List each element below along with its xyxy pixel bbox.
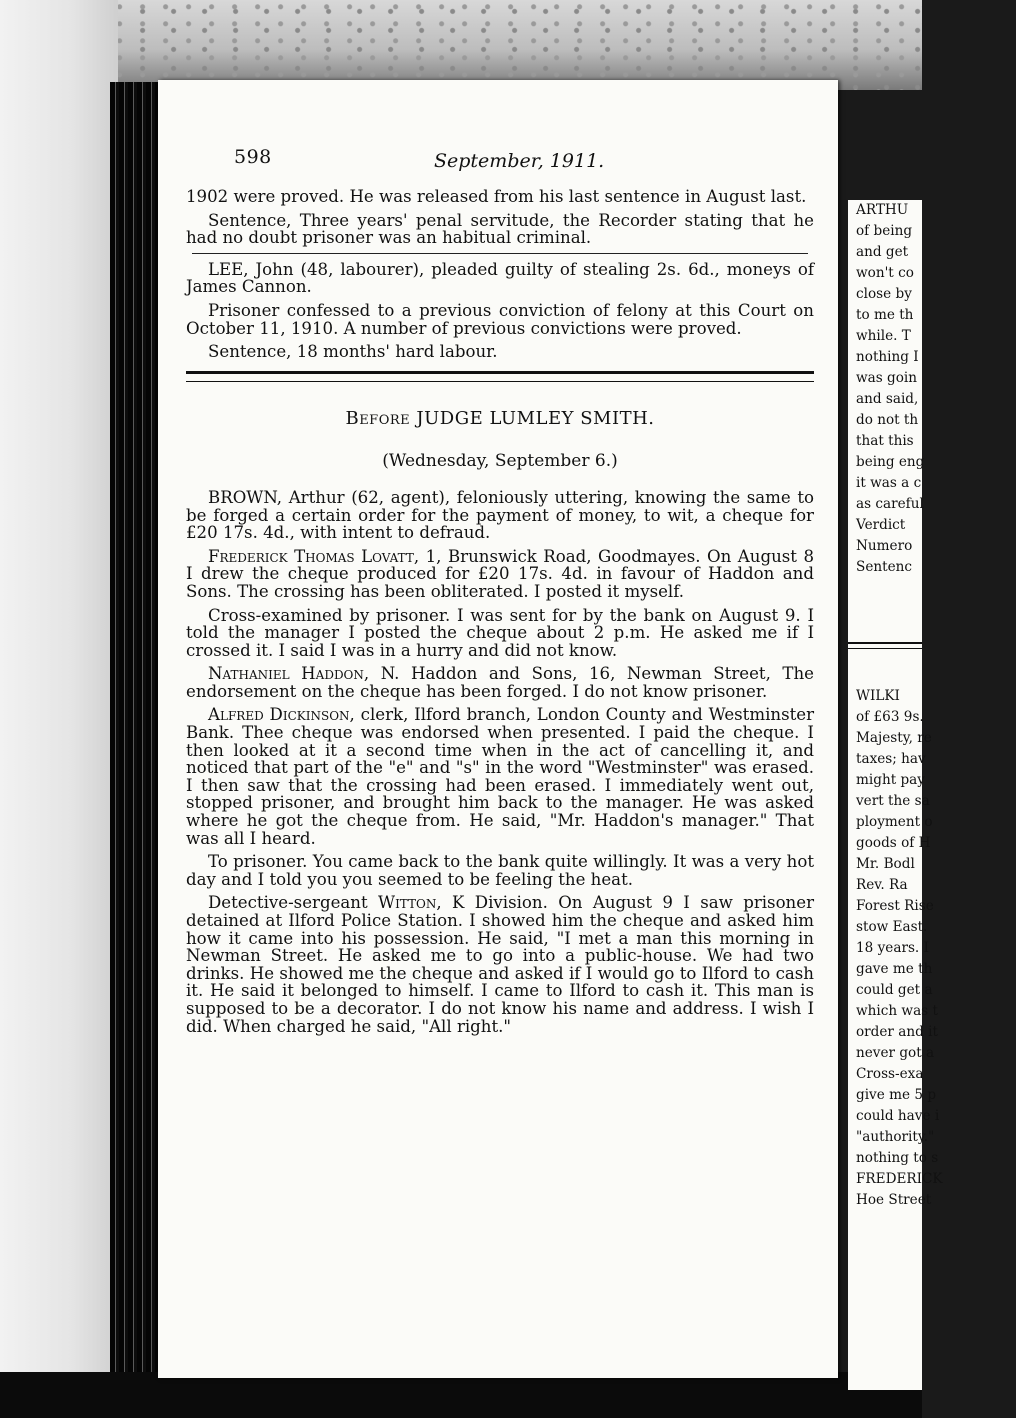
next-page-line: Numero [856,538,913,554]
next-page-line: goods of H [856,835,931,851]
paragraph [186,706,814,847]
testimony-text: N. Haddon and Sons, 16, Newman Street, The endorsement on the cheque has been forged. I do not know prisoner. [186,664,814,701]
next-page-line: that this [856,433,914,449]
page-number: 598 [234,146,272,168]
next-page-line: being eng [856,454,925,470]
witness-name: Nathaniel Haddon, [208,664,370,684]
page-content [186,188,814,1041]
scan-top-margin [0,0,922,90]
testimony-text: 1, Brunswick Road, Goodmayes. On August 8 I drew the cheque produced for £20 17s. 4d. in favour of Haddon and Sons. The crossing has been obliterated. I posted it myself. [186,546,814,601]
next-page-line: "authority." [856,1129,935,1145]
next-page-divider [848,642,922,649]
witness-name: Witton, [378,893,442,913]
next-page-line: FREDERICK [856,1171,943,1187]
scan-left-margin [0,0,118,1418]
next-page-line: Mr. Bodl [856,856,915,872]
paragraph: 1902 were proved. He was released from his last sentence in August last. [186,187,807,206]
book-page [158,80,838,1378]
next-page-line: give me 5 p [856,1087,937,1103]
next-page-line: 18 years. I [856,940,929,956]
next-page-line: ployment o [856,814,933,830]
section-title [186,407,814,429]
next-page-bottom-lines [856,686,1016,1211]
next-page-line: which was t [856,1003,938,1019]
paragraph: To prisoner. You came back to the bank quite willingly. It was a very hot day and I told you you seemed to be feeling the heat. [186,852,814,889]
paragraph: LEE, John (48, labourer), pleaded guilty of stealing 2s. 6d., moneys of James Cannon. [186,259,814,297]
next-page-line: nothing to s [856,1150,939,1166]
next-page-line: never got a [856,1045,935,1061]
next-page-line: close by [856,286,912,302]
paragraph: BROWN, Arthur (62, agent), feloniously uttering, knowing the same to be forged a certain order for the payment of money, to wit, a cheque for £20 17s. 4d., with intent to defraud. [186,487,814,543]
next-page-line: to me th [856,307,914,323]
next-page-line: stow East. [856,919,928,935]
next-page-line: Hoe Street [856,1192,932,1208]
testimony-text: clerk, Ilford branch, London County and Westminster Bank. Thee cheque was endorsed when presented. I paid the cheque. I then looked at it a second time when in the act of cancelling it, and noticed that part of the "e" and "s" in the word "Westminster" was erased. I then saw that the crossing had been erased. I immediately went out, stopped prisoner, and brought him back to the manager. He was asked where he got the cheque from. He said, "Mr. Haddon's manager." That was all I heard. [186,705,815,848]
witness-name: Frederick Thomas Lovatt, [208,546,420,566]
page-header [234,146,814,176]
next-page-line: gave me th [856,961,933,977]
case-divider [192,253,808,254]
next-page-line: Sentenc [856,559,912,575]
next-page-line: might pay [856,772,925,788]
next-page-line: do not th [856,412,919,428]
next-page-line: while. T [856,328,911,344]
next-page-line: nothing I [856,349,919,365]
paragraph: Prisoner confessed to a previous conviction of felony at this Court on October 11, 1910. A number of previous convictions were proved. [186,300,814,338]
next-page-line: Cross-exa [856,1066,924,1082]
next-page-line: was goin [856,370,918,386]
next-page-fragment [848,200,943,1390]
next-page-line: WILKI [856,688,900,704]
next-page-line: of being [856,223,913,239]
paragraph: Cross-examined by prisoner. I was sent for by the bank on August 9. I told the manager I posted the cheque about 2 p.m. He asked me if I crossed it. I said I was in a hurry and did not know. [186,605,814,660]
running-head: September, 1911. [434,150,605,172]
testimony-text: K Division. On August 9 I saw prisoner detained at Ilford Police Station. I showed him the cheque and asked him how it came into his possession. He said, "I met a man this morning in Newman Street. He asked me to go into a public-house. We had two drinks. He showed me the cheque and asked if I would go to Ilford to cash it. He said it belonged to himself. I came to Ilford to cash it. This man is supposed to be a decorator. I do not know his name and address. I wish I did. When charged he said, "All right." [186,893,814,1036]
next-page-line: as careful [856,496,924,512]
paragraph: Sentence, Three years' penal servitude, the Recorder stating that he had no doubt prisoner was an habitual criminal. [186,210,814,248]
next-page-line: of £63 9s. [856,709,924,725]
next-page-line: ARTHU [856,202,909,218]
next-page-line: Verdict [856,517,906,533]
scan-bottom-margin [0,1372,922,1418]
next-page-line: won't co [856,265,914,281]
witness-lead: Detective-sergeant [208,893,379,913]
paragraph [186,665,814,700]
next-page-line: order and it [856,1024,938,1040]
section-before: Before [345,407,411,429]
next-page-top-lines [856,200,1016,578]
next-page-line: Forest Rise [856,898,934,914]
next-page-line: vert the sa [856,793,930,809]
paragraph: Sentence, 18 months' hard labour. [208,342,498,362]
section-divider [186,371,814,382]
paragraph [186,894,814,1035]
next-page-line: and get [856,244,909,260]
section-judge: JUDGE LUMLEY SMITH. [416,407,655,429]
next-page-line: Rev. Ra [856,877,908,893]
next-page-line: could get a [856,982,933,998]
book-spine [110,82,158,1418]
witness-name: Alfred Dickinson, [208,705,355,725]
next-page-line: could have i [856,1108,940,1124]
session-date: (Wednesday, September 6.) [382,451,618,472]
next-page-line: Majesty, re [856,730,932,746]
paragraph [186,548,814,601]
next-page-line: and said, [856,391,919,407]
next-page-line: it was a c [856,475,922,491]
next-page-line: taxes; hav [856,751,926,767]
